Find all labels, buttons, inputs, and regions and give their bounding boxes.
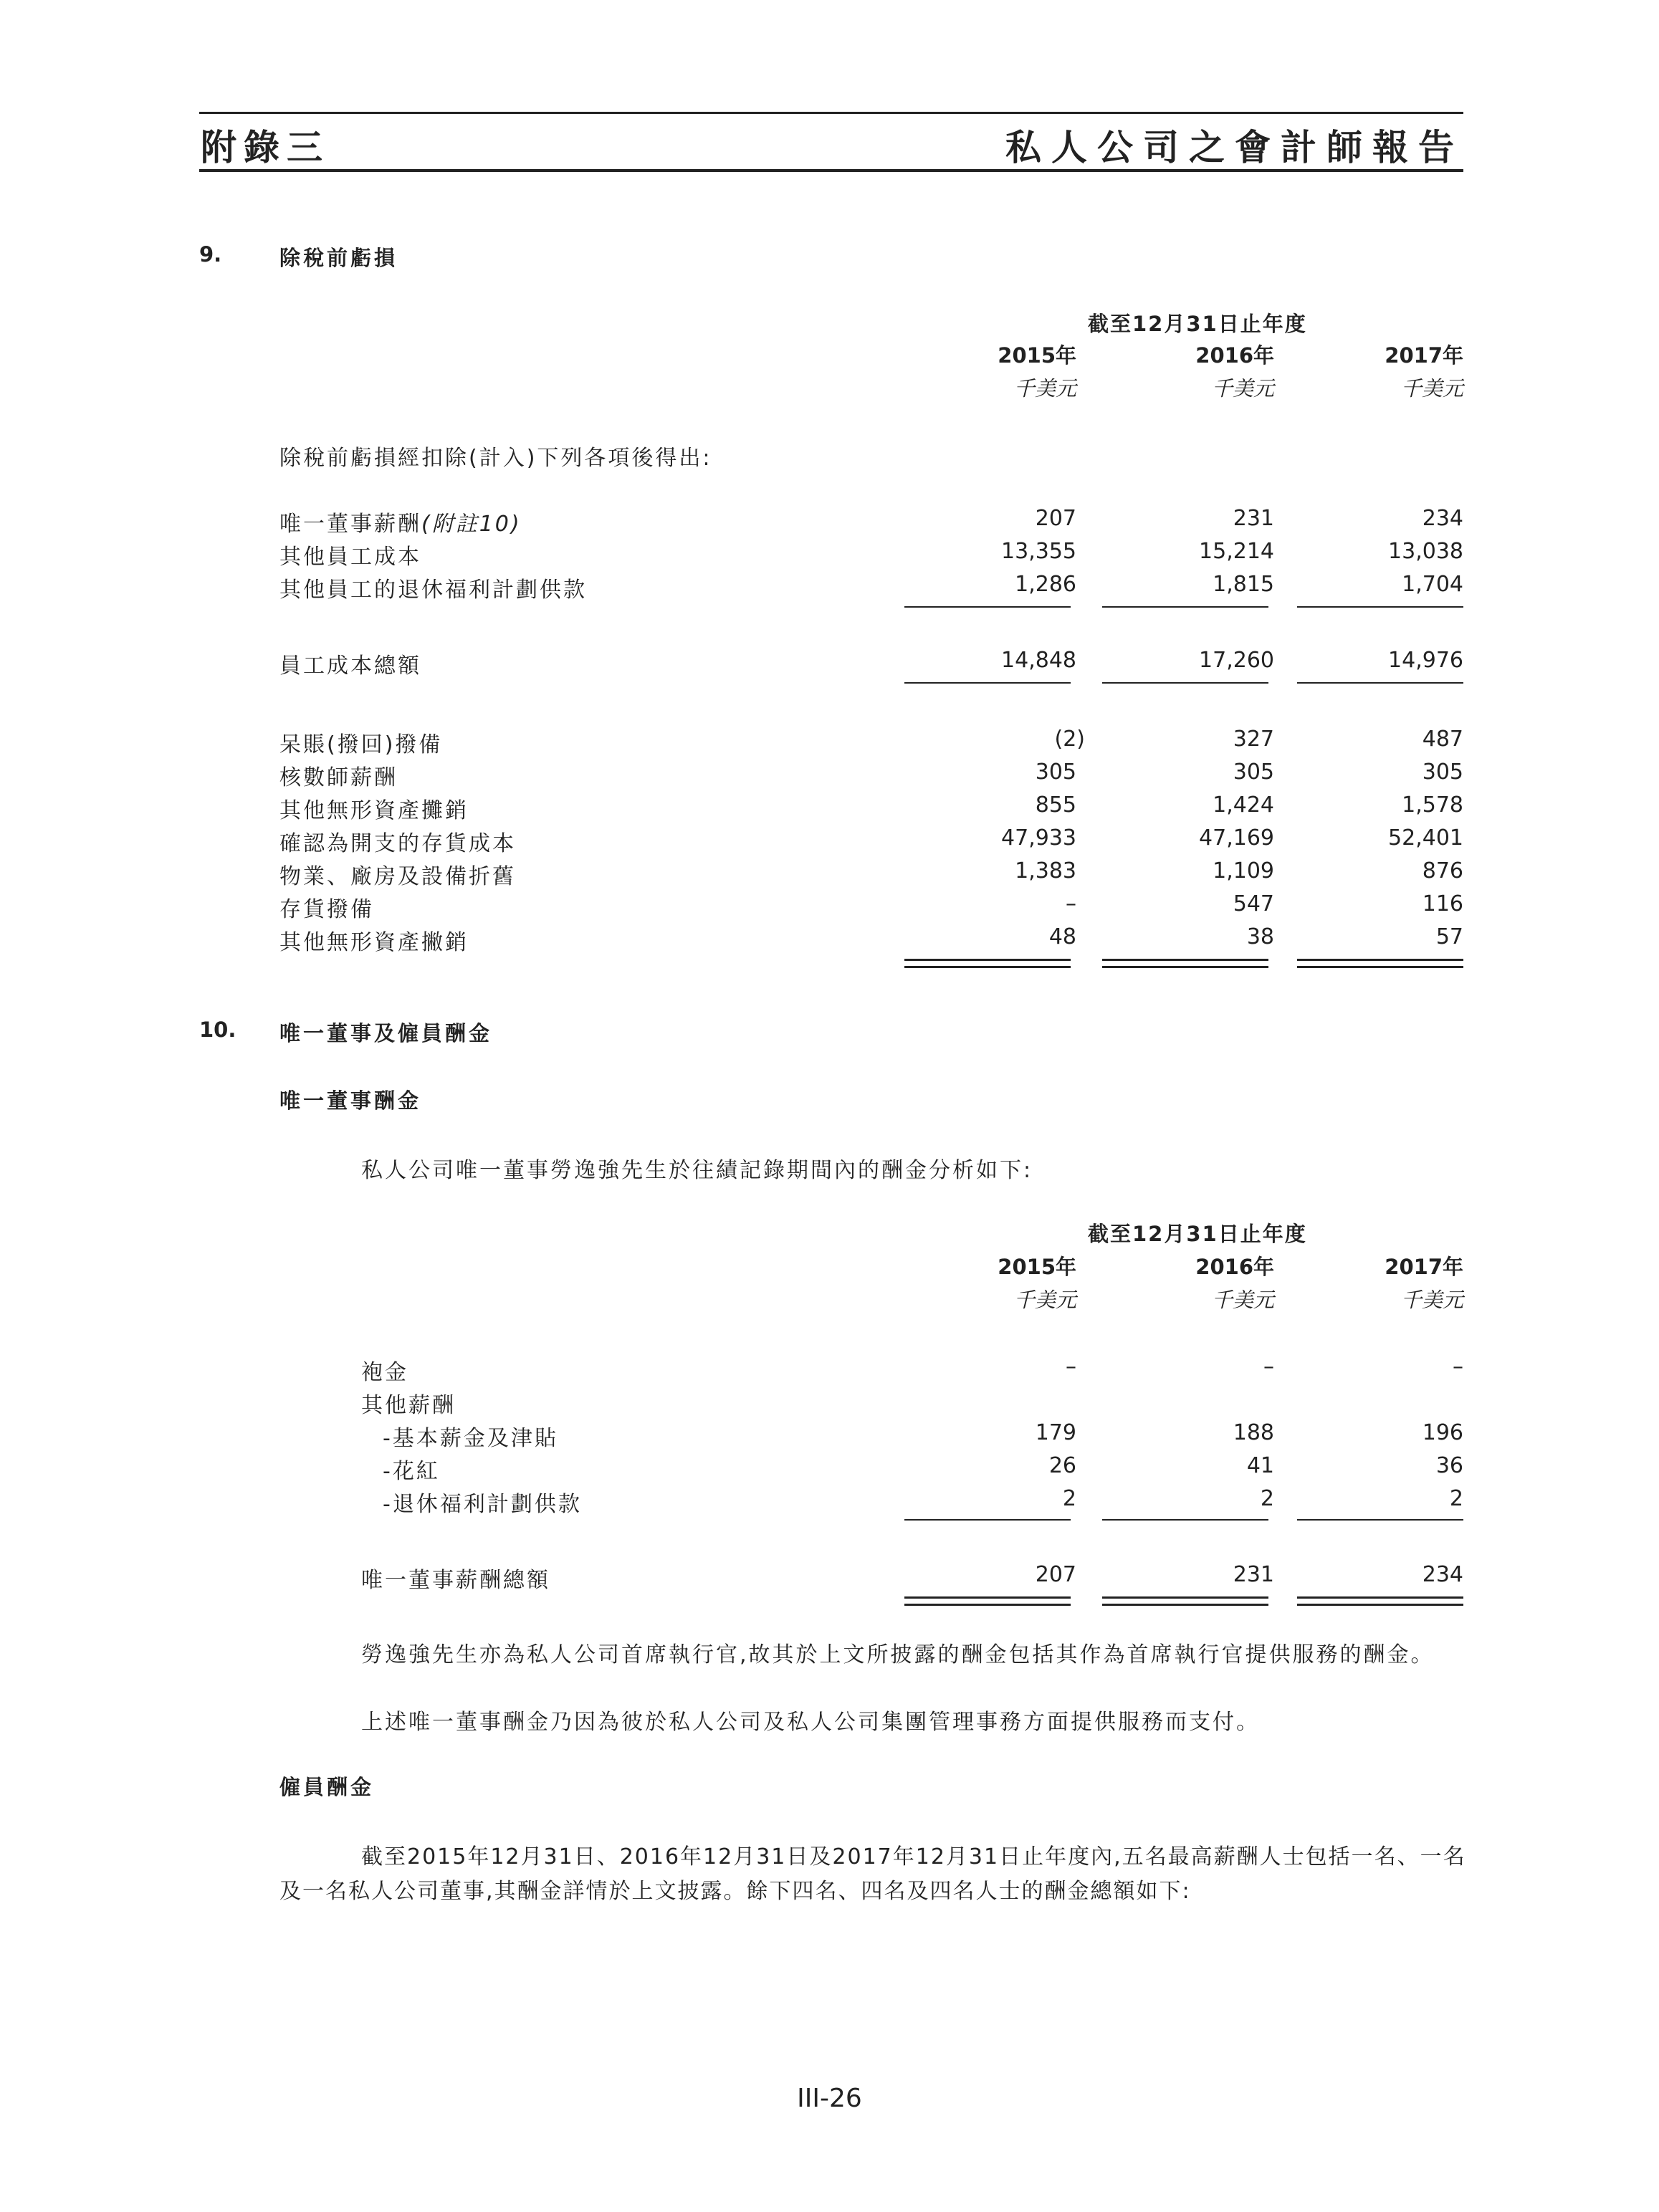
section-9-title: 除稅前虧損 [279,246,398,270]
row-label-text: 唯一董事薪酬 [279,512,421,537]
subtotal-rule [904,606,1071,608]
table-row-label: 袍金 [361,1360,408,1385]
table-cell: 196 [1422,1420,1463,1445]
unit-2015: 千美元 [1013,1288,1076,1312]
table-cell: 116 [1422,891,1463,916]
unit-2017: 千美元 [1400,376,1463,401]
year-2015: 2015年 [998,343,1076,368]
table-cell: 14,848 [1001,648,1076,673]
double-rule-top [1297,959,1463,961]
table-cell: 207 [1035,1562,1076,1587]
table-cell: 41 [1246,1453,1274,1478]
table-cell: 13,038 [1388,539,1463,564]
table-row-label: 其他無形資產撇銷 [279,930,469,955]
year-2016: 2016年 [1195,343,1274,368]
subtotal-rule [1102,1519,1268,1521]
director-total-label: 唯一董事薪酬總額 [361,1568,550,1593]
table-row-label: -花紅 [383,1459,440,1484]
table-cell: 2 [1260,1486,1274,1511]
header-top-rule [199,112,1463,114]
unit-2016: 千美元 [1211,1288,1274,1312]
double-rule-bottom [904,966,1071,968]
table-cell: 876 [1422,858,1463,884]
table-cell: 179 [1035,1420,1076,1445]
table-cell: 305 [1233,760,1274,785]
table-cell: 1,815 [1213,572,1274,597]
table-cell: 52,401 [1388,825,1463,851]
table-cell: 855 [1035,793,1076,818]
table-cell: 36 [1435,1453,1463,1478]
table-cell: – [1066,1354,1076,1379]
service-note: 上述唯一董事酬金乃因為彼於私人公司及私人公司集團管理事務方面提供服務而支付。 [361,1710,1260,1735]
section-9-number: 9. [199,242,222,267]
table-cell: 305 [1422,760,1463,785]
table-cell: 26 [1048,1453,1076,1478]
double-rule-top [904,1596,1071,1599]
table-cell: 17,260 [1199,648,1274,673]
table-row-label: 其他員工成本 [279,545,421,570]
section-10-number: 10. [199,1018,236,1042]
employee-remuneration-heading: 僱員酬金 [279,1775,375,1799]
total-rule [1102,682,1268,684]
subtotal-rule [904,1519,1071,1521]
table-cell: 188 [1233,1420,1274,1445]
table-row-label: 其他員工的退休福利計劃供款 [279,578,587,603]
table-cell: 1,704 [1402,572,1463,597]
table-row-label: 存貨撥備 [279,897,374,922]
double-rule-top [1102,959,1268,961]
table-cell: 13,355 [1001,539,1076,564]
report-title: 私人公司之會計師報告 [1005,127,1464,168]
table-cell: 1,109 [1213,858,1274,884]
subtotal-rule [1297,1519,1463,1521]
employee-para-line-1: 截至2015年12月31日、2016年12月31日及2017年12月31日止年度內,五名最高薪酬人士包括一名、一名 [361,1844,1466,1869]
total-rule [1297,682,1463,684]
double-rule-top [1297,1596,1463,1599]
section-9-intro: 除稅前虧損經扣除(計入)下列各項後得出: [279,446,712,471]
table-cell: – [1453,1354,1463,1379]
table-cell: 47,169 [1199,825,1274,851]
double-rule-top [904,959,1071,961]
table-cell: 2 [1449,1486,1463,1511]
table-cell: 1,424 [1213,793,1274,818]
unit-2017: 千美元 [1400,1288,1463,1312]
period-heading: 截至12月31日止年度 [1088,1222,1307,1246]
employee-para-line-2: 及一名私人公司董事,其酬金詳情於上文披露。餘下四名、四名及四名人士的酬金總額如下: [279,1879,1191,1904]
table-row-label: 呆賬(撥回)撥備 [279,732,443,757]
table-row-label: -退休福利計劃供款 [383,1492,582,1517]
table-cell: 1,578 [1402,793,1463,818]
table-cell: 234 [1422,1562,1463,1587]
table-cell: 207 [1035,506,1076,531]
table-cell: 547 [1233,891,1274,916]
double-rule-bottom [1297,1604,1463,1606]
table-cell: 234 [1422,506,1463,531]
row-note: (附註10) [421,512,522,537]
table-cell: 305 [1035,760,1076,785]
unit-2015: 千美元 [1013,376,1076,401]
table-cell: – [1263,1354,1274,1379]
table-cell: 231 [1233,1562,1274,1587]
double-rule-bottom [1102,1604,1268,1606]
subtotal-rule [1297,606,1463,608]
ceo-note: 勞逸強先生亦為私人公司首席執行官,故其於上文所披露的酬金包括其作為首席執行官提供服務的酬金。 [361,1642,1435,1667]
table-cell: 231 [1233,506,1274,531]
table-cell: 1,383 [1015,858,1076,884]
total-rule [904,682,1071,684]
table-cell: 48 [1048,924,1076,949]
unit-2016: 千美元 [1211,376,1274,401]
double-rule-top [1102,1596,1268,1599]
total-staff-label: 員工成本總額 [279,653,421,679]
table-cell: 14,976 [1388,648,1463,673]
appendix-label: 附錄三 [201,127,330,168]
double-rule-bottom [1297,966,1463,968]
table-row-label [279,506,522,537]
section-10-title: 唯一董事及僱員酬金 [279,1021,493,1045]
year-2017: 2017年 [1385,343,1463,368]
header-bottom-rule [199,169,1463,172]
page-number: III-26 [797,2084,862,2113]
table-row-label: 其他無形資產攤銷 [279,798,469,823]
double-rule-bottom [1102,966,1268,968]
table-cell: 38 [1246,924,1274,949]
year-2016: 2016年 [1195,1255,1274,1279]
period-heading: 截至12月31日止年度 [1088,312,1307,336]
table-row-label: 其他薪酬 [361,1393,456,1418]
table-cell: 327 [1233,727,1274,752]
table-row-label: 核數師薪酬 [279,765,398,790]
table-row-label: 物業、廠房及設備折舊 [279,864,516,889]
table-cell: 47,933 [1001,825,1076,851]
table-cell: 1,286 [1015,572,1076,597]
table-cell: 2 [1062,1486,1076,1511]
section-10-intro: 私人公司唯一董事勞逸強先生於往績記錄期間內的酬金分析如下: [361,1158,1033,1183]
table-cell: 15,214 [1199,539,1274,564]
table-cell: (2) [1054,727,1085,752]
table-row-label: 確認為開支的存貨成本 [279,831,516,856]
double-rule-bottom [904,1604,1071,1606]
table-cell: – [1066,891,1076,916]
year-2015: 2015年 [998,1255,1076,1279]
director-remuneration-heading: 唯一董事酬金 [279,1088,422,1113]
table-row-label: -基本薪金及津貼 [383,1426,558,1451]
subtotal-rule [1102,606,1268,608]
table-cell: 487 [1422,727,1463,752]
year-2017: 2017年 [1385,1255,1463,1279]
table-cell: 57 [1435,924,1463,949]
